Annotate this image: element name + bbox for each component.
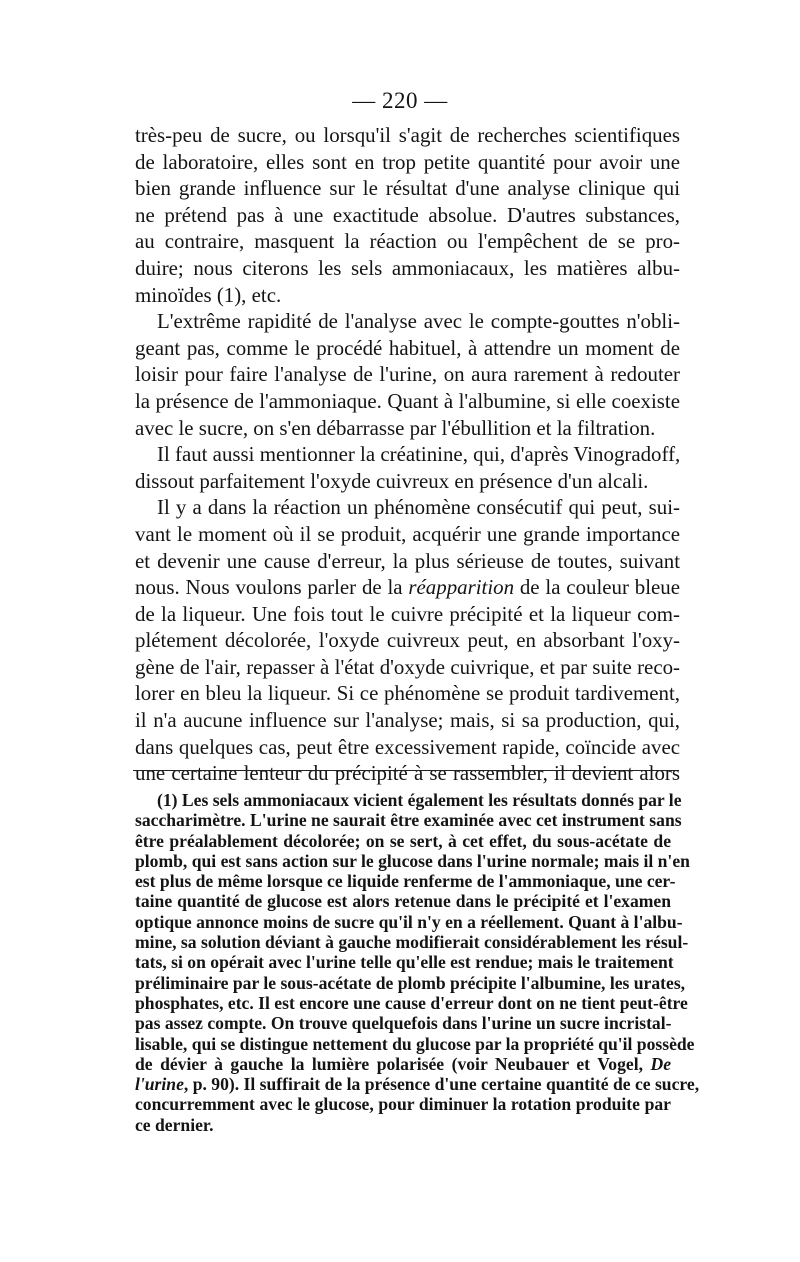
main-text [135,122,680,787]
footnote-line: tats, si on opérait avec l'urine telle qu'elle est rendue; mais le traitement [135,952,674,973]
footnote-divider [133,770,679,771]
text-line: geant pas, comme le procédé habituel, à attendre un moment de [135,335,680,360]
text-line: et devenir une cause d'erreur, la plus sérieuse de toutes, suivant [135,548,680,573]
text-segment: de dévier à gauche la lumière polarisée (voir Neubauer et Vogel, [135,1053,651,1074]
italic-title: l'urine [135,1074,184,1095]
page-number: — 220 — [352,88,448,113]
footnote-line [135,1074,700,1095]
text-line: duire; nous citerons les sels ammoniacaux, les matières albu- [135,255,680,280]
text-line: la présence de l'ammoniaque. Quant à l'albumine, si elle coexiste [135,388,680,413]
footnote-line: saccharimètre. L'urine ne saurait être examinée avec cet instrument sans [135,810,682,831]
footnote-line: pas assez compte. On trouve quelquefois dans l'urine un sucre incristal- [135,1013,672,1034]
footnote-line: (1) Les sels ammoniacaux vicient également les résultats donnés par le [157,790,682,810]
text-segment: , p. 90). Il suffirait de la présence d'une certaine quantité de ce sucre, [183,1074,700,1095]
text-line: lorer en bleu la liqueur. Si ce phénomène se produit tardivement, [135,681,680,706]
text-line: L'extrême rapidité de l'analyse avec le compte-gouttes n'obli- [157,309,680,334]
footnote-line: préliminaire par le sous-acétate de plomb précipite l'albumine, les urates, [135,972,686,993]
text-segment: de la couleur bleue [514,575,680,600]
footnote-line [135,1054,671,1074]
footnote-line: ce dernier. [135,1114,214,1135]
italic-title: De [650,1053,671,1074]
footnote-line: optique annonce moins de sucre qu'il n'y en a réellement. Quant à l'albu- [135,911,683,932]
footnote-line: taine quantité de glucose est alors retenue dans le précipité et l'examen [135,891,671,912]
text-line: une certaine lenteur du précipité à se rassembler, il devient alors [135,761,680,786]
italic-term: réapparition [408,575,515,600]
text-line [135,574,680,601]
footnote-line: être préalablement décolorée; on se sert, à cet effet, du sous-acétate de [135,830,671,851]
text-line: de la liqueur. Une fois tout le cuivre précipité et la liqueur com- [135,601,680,626]
text-segment: nous. Nous voulons parler de la [135,575,409,600]
text-line: bien grande influence sur le résultat d'une analyse clinique qui [135,176,680,201]
text-line: Il y a dans la réaction un phénomène consécutif qui peut, sui- [157,495,680,520]
footnote [135,790,700,1135]
footnote-line: mine, sa solution déviant à gauche modifierait considérablement les résul- [135,932,689,953]
footnote-line: est plus de même lorsque ce liquide renferme de l'ammoniaque, une cer- [135,871,676,892]
footnote-line: plomb, qui est sans action sur le glucose dans l'urine normale; mais il n'en [135,850,690,871]
footnote-line: phosphates, etc. Il est encore une cause d'erreur dont on ne tient peut-être [135,992,688,1013]
text-line: vant le moment où il se produit, acquérir une grande importance [135,521,680,546]
text-line: Il faut aussi mentionner la créatinine, qui, d'après Vinogradoff, [157,442,681,467]
text-line: gène de l'air, repasser à l'état d'oxyde cuivrique, et par suite reco- [135,654,680,679]
text-line: au contraire, masquent la réaction ou l'empêchent de se pro- [135,229,680,254]
text-line: ne prétend pas à une exactitude absolue. D'autres substances, [135,202,680,227]
footnote-line: lisable, qui se distingue nettement du glucose par la propriété qu'il possède [135,1033,695,1054]
footnote-line: concurremment avec le glucose, pour diminuer la rotation produite par [135,1094,671,1115]
text-line: très-peu de sucre, ou lorsqu'il s'agit de recherches scientifiques [135,123,680,147]
text-line: avec le sucre, on s'en débarrasse par l'ébullition et la filtration. [135,415,656,440]
text-line: dans quelques cas, peut être excessivement rapide, coïncide avec [135,734,680,759]
text-line: minoïdes (1), etc. [135,282,282,307]
text-line: plétement décolorée, l'oxyde cuivreux peut, en absorbant l'oxy- [135,628,680,653]
text-line: loisir pour faire l'analyse de l'urine, on aura rarement à redouter [135,362,680,387]
text-line: de laboratoire, elles sont en trop petite quantité pour avoir une [135,149,680,174]
text-line: il n'a aucune influence sur l'analyse; mais, si sa production, qui, [135,708,680,733]
text-line: dissout parfaitement l'oxyde cuivreux en présence d'un alcali. [135,468,649,493]
